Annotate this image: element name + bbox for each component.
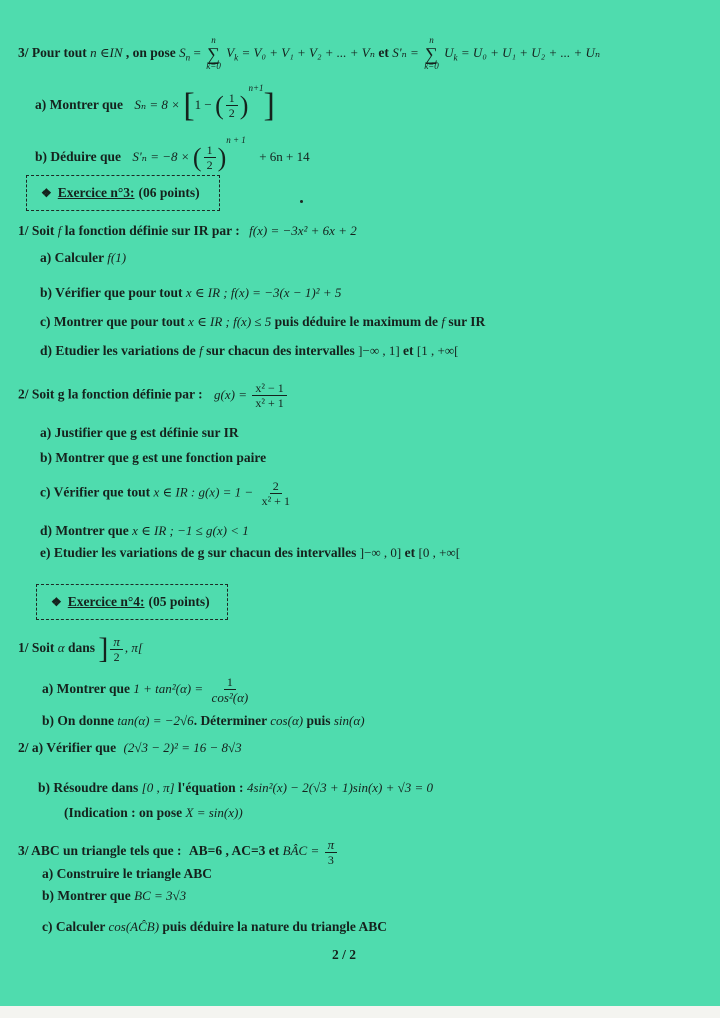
e3q1c-rest: puis déduire le maximum de <box>274 314 438 329</box>
e3q1c <box>40 315 485 329</box>
e4q1-num: π <box>110 635 123 650</box>
sn-eq: = <box>193 45 201 61</box>
e4q3a <box>42 867 212 881</box>
e4q3-ab: AB=6 , <box>188 843 229 859</box>
e3q2b <box>40 451 266 465</box>
sum-v-top: n <box>211 35 216 45</box>
e4q1-frac <box>110 635 123 663</box>
sum-u-bottom: k=0 <box>424 61 439 72</box>
e4q3b-expr: BC = 3√3 <box>134 888 187 903</box>
q3a: a) Montrer que Sₙ = 8 × [1 − ( $\frac{1}{2}$ )$^{n+1}$] <box>35 83 275 124</box>
e4q2b <box>38 781 433 795</box>
e4q1-den: 2 <box>113 650 120 664</box>
exercise-4-title: Exercice n°4: <box>67 594 145 609</box>
e3q1a-expr: f(1) <box>107 250 127 265</box>
e4q2b-interval: [0 , π] <box>141 780 175 795</box>
e4q1-dans: dans <box>67 640 95 656</box>
e4q3-label: 3/ ABC un triangle tels que : <box>18 843 182 859</box>
e3q1-label: 1/ Soit <box>18 223 55 238</box>
e3q2d-label: d) Montrer que <box>40 523 129 538</box>
e3q2c-label: c) Vérifier que tout <box>40 484 151 500</box>
e4q3c-expr: cos(AĈB) <box>108 919 160 934</box>
e4q1a <box>42 676 253 704</box>
e4q3-den: 3 <box>327 853 334 867</box>
e3q1b-expr: x ∈ IR ; f(x) = −3(x − 1)² + 5 <box>185 285 342 300</box>
e4q2a-label: 2/ a) Vérifier que <box>18 740 117 755</box>
e4q3a-label: a) Construire le triangle ABC <box>42 866 212 881</box>
e4q1a-num: 1 <box>224 676 236 690</box>
e4q2b-indication <box>64 806 243 820</box>
e3q1d-et: et <box>403 343 414 358</box>
sum-u-top: n <box>429 35 434 45</box>
e3q1d-text: sur chacun des intervalles <box>206 343 355 358</box>
e3q2 <box>18 382 289 409</box>
e4q2b-expr: 4sin²(x) − 2(√3 + 1)sin(x) + √3 = 0 <box>246 780 434 795</box>
e3q2a-label: a) Justifier que g est définie sur IR <box>40 425 239 440</box>
e4q2b-label: b) Résoudre dans <box>38 780 139 795</box>
e4q1-label: 1/ Soit <box>18 640 55 656</box>
e3q1b <box>40 286 341 300</box>
e3q2e-label: e) Etudier les variations de g sur chacun des intervalles <box>40 545 357 560</box>
e3q2c-expr: x ∈ IR : g(x) = 1 − <box>153 484 254 500</box>
diamond-icon: ❖ <box>51 594 62 609</box>
e3q1c-label: c) Montrer que pour tout <box>40 314 185 329</box>
e3q2e-interval-1: ]−∞ , 0] <box>359 545 402 560</box>
e4q1b-sin: sin(α) <box>333 713 365 728</box>
e3q1a-label: a) Calculer <box>40 250 104 265</box>
e3q2-frac <box>252 382 286 409</box>
q3a-lhs: Sₙ = 8 × <box>134 97 180 112</box>
exercise-3-title: Exercice n°3: <box>57 185 135 200</box>
e3q1d-interval-1: ]−∞ , 1] <box>358 343 400 358</box>
vk-sub: k <box>234 52 239 63</box>
vk-symbol: V <box>226 45 235 61</box>
e3q2e-et: et <box>404 545 416 560</box>
e4q1b <box>42 714 365 728</box>
sum-v-bottom: k=0 <box>206 61 221 72</box>
exercise-3-header <box>26 175 220 211</box>
e3q2-num: x² − 1 <box>252 382 286 396</box>
exercise-3-points: (06 points) <box>138 185 200 200</box>
e4q1-alpha: α <box>57 640 65 656</box>
e3q2-den: x² + 1 <box>255 396 284 410</box>
e3q1c-expr: x ∈ IR ; f(x) ≤ 5 <box>188 314 272 329</box>
e3q2b-label: b) Montrer que g est une fonction paire <box>40 450 267 465</box>
q3-cond: n ∈IN <box>90 45 123 61</box>
e3q1a <box>40 251 126 265</box>
q3b: b) Déduire que S'ₙ = −8 × ( $\frac{1}{2}$ )$^{n + 1}$ + 6n + 14 <box>35 135 310 173</box>
q3a-exp: n+1 <box>248 83 264 93</box>
e4q3-angle: BÂC = <box>282 843 320 859</box>
e3q1d-interval-2: [1 , +∞[ <box>416 343 459 358</box>
q3b-frac <box>204 144 216 171</box>
q3a-den: 2 <box>228 106 235 121</box>
e4q3 <box>18 838 339 866</box>
q3b-tail: + 6n + 14 <box>259 149 310 164</box>
e4q1 <box>18 634 143 664</box>
e4q1b-given: tan(α) = −2√6 <box>117 713 194 728</box>
e4q3-ac: AC=3 et <box>231 843 280 859</box>
e3q2-lhs: g(x) = <box>214 386 247 402</box>
e3q1d-f: f <box>199 343 203 358</box>
q3a-label: a) Montrer que <box>35 97 123 112</box>
e4q1a-lhs: 1 + tan²(α) = <box>133 681 204 697</box>
e4q2a-expr: (2√3 − 2)² = 16 − 8√3 <box>123 740 242 755</box>
e3q2c-frac <box>259 480 293 507</box>
sum-u: n ∑ k=0 <box>424 35 439 72</box>
q3-lead: 3/ Pour tout <box>18 45 87 61</box>
e4q1b-rest: . Déterminer <box>193 713 267 728</box>
uk-symbol: U <box>444 45 454 61</box>
snp-symbol: S'ₙ = <box>392 45 419 61</box>
v-expansion: = V₀ + V₁ + V₂ + ... + Vₙ <box>241 45 375 61</box>
e4q1b-cos: cos(α) <box>270 713 304 728</box>
e4q3b <box>42 889 186 903</box>
page-number: 2 / 2 <box>332 947 357 962</box>
e4q3c <box>42 920 387 934</box>
q3-pose: , on pose <box>125 45 176 61</box>
sn-sub: n <box>185 52 191 63</box>
q3a-frac <box>226 92 238 119</box>
q3b-num: 1 <box>204 144 216 158</box>
e4q3b-label: b) Montrer que <box>42 888 131 903</box>
q3a-inner: 1 − <box>194 97 212 112</box>
q3a-num: 1 <box>226 92 238 106</box>
e3q1c-f: f <box>441 314 445 329</box>
e3q2d <box>40 524 249 538</box>
exercise-4-header <box>36 584 228 620</box>
q3b-label: b) Déduire que <box>35 149 122 164</box>
uk-sub: k <box>453 52 458 63</box>
u-expansion: = U₀ + U₁ + U₂ + ... + Uₙ <box>460 45 601 61</box>
e3q1c-end: sur IR <box>448 314 486 329</box>
e3q2d-expr: x ∈ IR ; −1 ≤ g(x) < 1 <box>132 523 249 538</box>
e4q3-num: π <box>325 838 338 853</box>
sn-symbol: S <box>179 45 186 61</box>
q3b-exp: n + 1 <box>226 135 246 145</box>
e4q1-rest: , π[ <box>124 640 143 656</box>
e3q1d-label: d) Etudier les variations de <box>40 343 196 358</box>
q3b-den: 2 <box>206 158 213 173</box>
q3-statement <box>18 36 600 72</box>
e4q3c-label: c) Calculer <box>42 919 106 934</box>
e3q1-f: f <box>57 223 62 238</box>
e3q2c-num: 2 <box>270 480 282 494</box>
e3q2e-interval-2: [0 , +∞[ <box>418 545 461 560</box>
e4q2b-eq-label: l'équation : <box>177 780 244 795</box>
stray-dot <box>300 200 303 203</box>
exercise-4-points: (05 points) <box>148 594 210 609</box>
paper-bottom-edge <box>0 1006 720 1018</box>
e3q1-expr: f(x) = −3x² + 6x + 2 <box>249 223 357 238</box>
e3q1d <box>40 344 458 358</box>
e3q2a <box>40 426 239 440</box>
e4q1a-frac <box>209 676 252 704</box>
e3q2c-den: x² + 1 <box>261 494 290 508</box>
e4q1b-puis: puis <box>306 713 331 728</box>
e3q2e <box>40 546 460 560</box>
e4q1a-den: cos²(α) <box>211 690 249 705</box>
diamond-icon: ❖ <box>41 185 52 200</box>
q3b-lhs: S'ₙ = −8 × <box>132 149 190 164</box>
e3q1-text: la fonction définie sur IR par : <box>64 223 240 238</box>
e3q2c <box>40 480 295 507</box>
e4q1b-label: b) On donne <box>42 713 115 728</box>
e4q1a-label: a) Montrer que <box>42 681 130 697</box>
e4q2b-indication-text: (Indication : on pose <box>64 805 183 820</box>
e4q3-frac <box>325 838 338 866</box>
q3-et: et <box>378 45 389 61</box>
e3q1 <box>18 224 357 238</box>
e4q2b-indication-expr: X = sin(x)) <box>185 805 243 820</box>
e3q2-label: 2/ Soit g la fonction définie par : <box>18 386 203 402</box>
e4q3c-rest: puis déduire la nature du triangle ABC <box>162 919 387 934</box>
e3q1b-label: b) Vérifier que pour tout <box>40 285 183 300</box>
e4q1-open-bracket: ] <box>98 632 109 665</box>
e4q2a <box>18 741 242 755</box>
sum-v: n ∑ k=0 <box>206 35 221 72</box>
